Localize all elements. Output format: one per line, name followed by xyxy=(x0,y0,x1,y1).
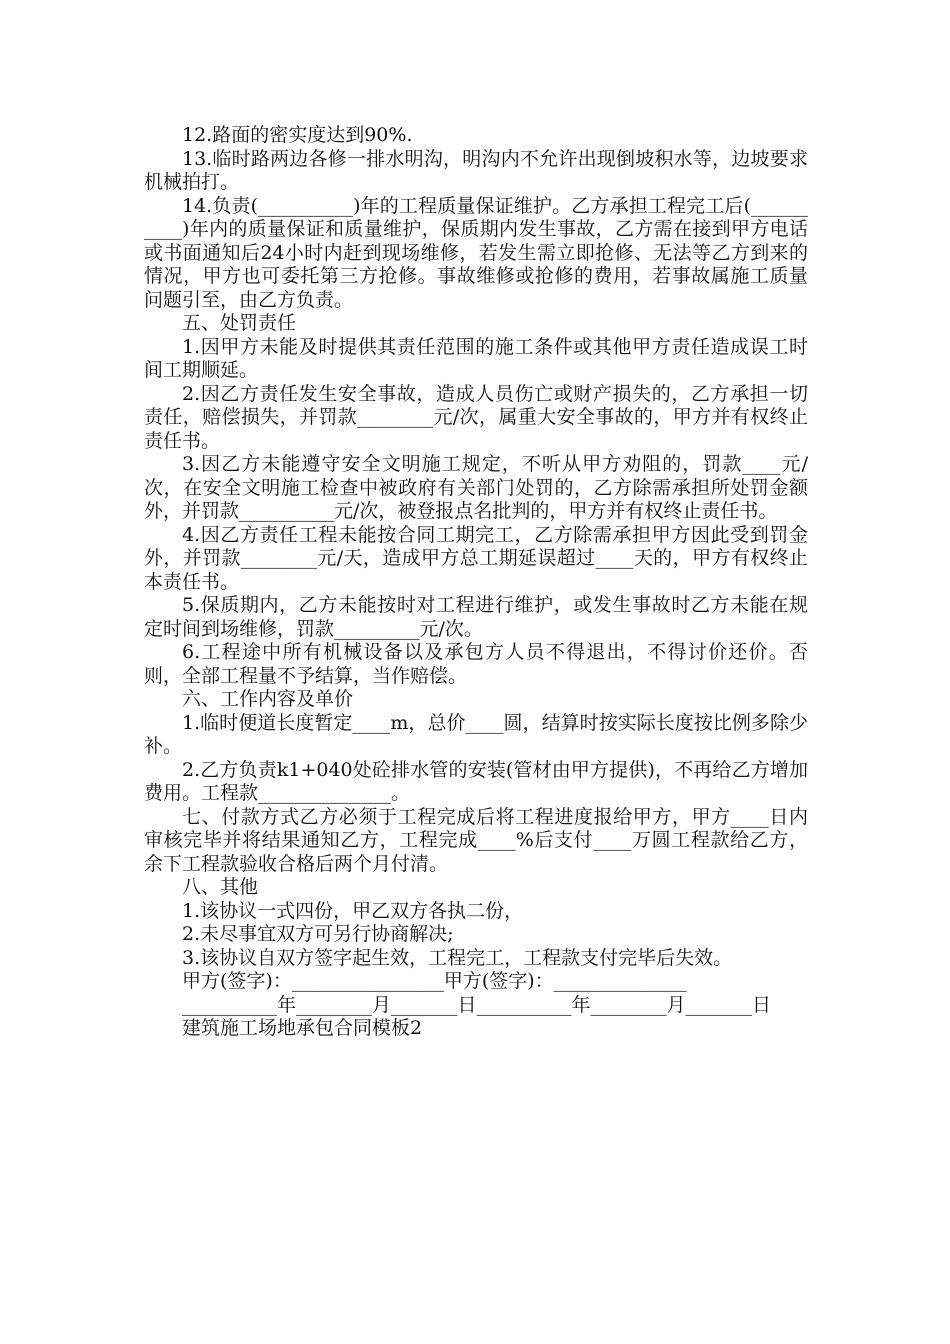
section-6-heading: 六、工作内容及单价 xyxy=(182,688,354,710)
penalty-1-paragraph: 1.因甲方未能及时提供其责任范围的施工条件或其他甲方责任造成误工时间工期顺延。 xyxy=(144,335,808,381)
other-2-paragraph: 2.未尽事宜双方可另行协商解决; xyxy=(182,923,454,945)
other-1-paragraph: 1.该协议一式四份，甲乙双方各执二份， xyxy=(182,899,524,922)
clause-13-paragraph: 13.临时路两边各修一排水明沟，明沟内不允许出现倒坡积水等，边坡要求机械拍打。 xyxy=(144,147,808,193)
penalty-2-paragraph: 2.因乙方责任发生安全事故，造成人员伤亡或财产损失的，乙方承担一切责任，赔偿损失，并罚款________元/次，属重大安全事故的，甲方并有权终止责任书。 xyxy=(144,382,808,452)
penalty-6-paragraph: 6.工程途中所有机械设备以及承包方人员不得退出，不得讨价还价。否则，全部工程量不予结算，当作赔偿。 xyxy=(144,641,808,687)
payment-terms-paragraph: 七、付款方式乙方必须于工程完成后将工程进度报给甲方，甲方____日内审核完毕并将结果通知乙方，工程完成____%后支付____万圆工程款给乙方，余下工程款验收合格后两个月付清。 xyxy=(144,805,808,875)
penalty-4-paragraph: 4.因乙方责任工程未能按合同工期完工，乙方除需承担甲方因此受到罚金外，并罚款________元/天，造成甲方总工期延误超过____天的，甲方有权终止本责任书。 xyxy=(144,523,808,593)
signature-line: 甲方(签字)：________________甲方(签字)：______________ xyxy=(182,970,687,992)
document-body xyxy=(144,124,808,1041)
next-template-title: 建筑施工场地承包合同模板2 xyxy=(182,1017,423,1039)
penalty-3-paragraph: 3.因乙方未能遵守安全文明施工规定，不听从甲方劝阻的，罚款____元/次，在安全文明施工检查中被政府有关部门处罚的，乙方除需承担所处罚金额外，并罚款__________元/次，被登报点名批判的，甲方并有权终止责任书。 xyxy=(144,453,808,522)
work-item-1-paragraph: 1.临时便道长度暂定____m，总价____圆，结算时按实际长度按比例多除少补。 xyxy=(144,711,808,757)
other-3-paragraph: 3.该协议自双方签字起生效，工程完工，工程款支付完毕后失效。 xyxy=(182,946,733,969)
penalty-5-paragraph: 5.保质期内，乙方未能按时对工程进行维护，或发生事故时乙方未能在规定时间到场维修，罚款_________元/次。 xyxy=(144,594,808,640)
work-item-2-paragraph: 2.乙方负责k1+040处砼排水管的安装(管材由甲方提供)，不再给乙方增加费用。工程款______________。 xyxy=(144,758,808,804)
section-8-heading: 八、其他 xyxy=(182,876,259,898)
clause-12-paragraph: 12.路面的密实度达到90%. xyxy=(182,124,413,146)
section-5-heading: 五、处罚责任 xyxy=(182,312,297,334)
clause-14-paragraph: 14.负责(__________)年的工程质量保证维护。乙方承担工程完工后(__________)年内的质量保证和质量维护，保质期内发生事故，乙方需在接到甲方电话或书面通知后24小时内赶到现场维修，若发生需立即抢修、无法等乙方到来的情况，甲方也可委托第三方抢修。事故维修或抢修的费用，若事故属施工质量问题引至，由乙方负责。 xyxy=(144,194,808,311)
date-line: __________年________月_______日__________年________月_______日 xyxy=(182,993,772,1016)
